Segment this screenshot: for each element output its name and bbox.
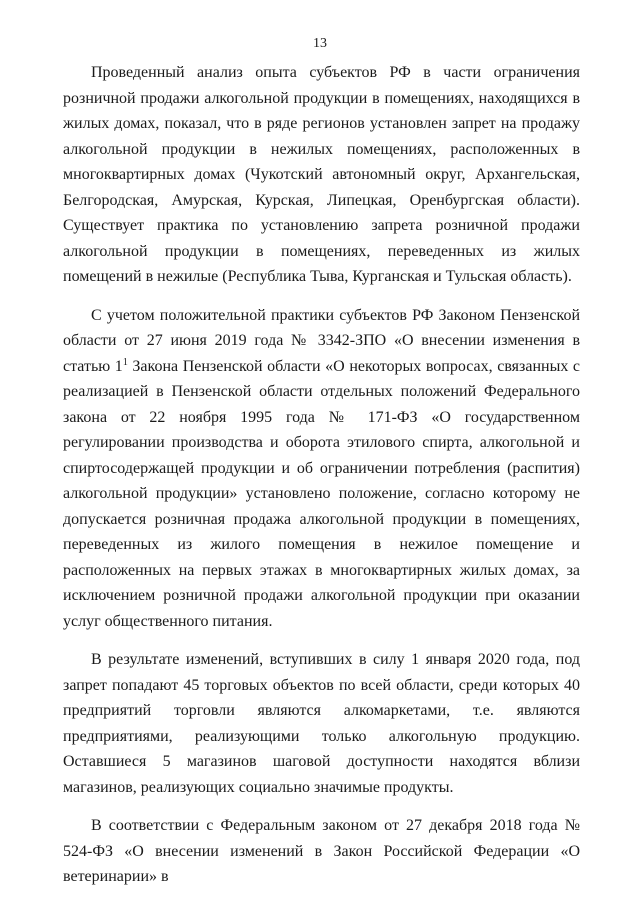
- paragraph-federal-law: В соответствии с Федеральным законом от 27 декабря 2018 года № 524-ФЗ «О внесении изменений в Закон Российской Федерации «О ветеринарии» в: [63, 817, 580, 885]
- page-number: 13: [313, 36, 327, 51]
- paragraph-penza-law-text-end: Закона Пензенской области «О некоторых вопросах, связанных с реализацией в Пензенской области отдельных положений Федерального закона от 22 ноября 1995 года № 171-ФЗ «О государственном регулировании производства и оборота этилового спирта, алкогольной и спиртосодержащей продукции и об ограничении потребления (распития) алкогольной продукции» установлено положение, согласно которому не допускается розничная продажа алкогольной продукции в помещениях, переведенных из жилого помещения в нежилое помещение и расположенных на первых этажах в многоквартирных жилых домах, за исключением розничной продажи алкогольной продукции при оказании услуг общественного питания.: [63, 357, 581, 630]
- article-superscript: 1: [122, 356, 128, 368]
- paragraph-penza-law: [63, 303, 580, 635]
- paragraph-penza-law-text-start: С учетом положительной практики субъектов РФ Законом Пензенской области от 27 июня 2019 года № 3342-ЗПО «О внесении изменения в статью 1: [63, 306, 580, 375]
- paragraph-results: В результате изменений, вступивших в силу 1 января 2020 года, под запрет попадают 45 торговых объектов по всей области, среди которых 40 предприятий торговли являются алкомаркетами, т.е. являются предприятиями, реализующими только алкогольную продукцию. Оставшиеся 5 магазинов шаговой доступности находятся вблизи магазинов, реализующих социально значимые продукты.: [63, 651, 580, 796]
- document-body: [63, 60, 580, 903]
- paragraph-analysis: Проведенный анализ опыта субъектов РФ в части ограничения розничной продажи алкогольной продукции в помещениях, находящихся в жилых домах, показал, что в ряде регионов установлен запрет на продажу алкогольной продукции в нежилых помещениях, расположенных в многоквартирных домах (Чукотский автономный округ, Архангельская, Белгородская, Амурская, Курская, Липецкая, Оренбургская области). Существует практика по установлению запрета розничной продажи алкогольной продукции в помещениях, переведенных из жилых помещений в нежилые (Республика Тыва, Курганская и Тульская область).: [63, 64, 580, 285]
